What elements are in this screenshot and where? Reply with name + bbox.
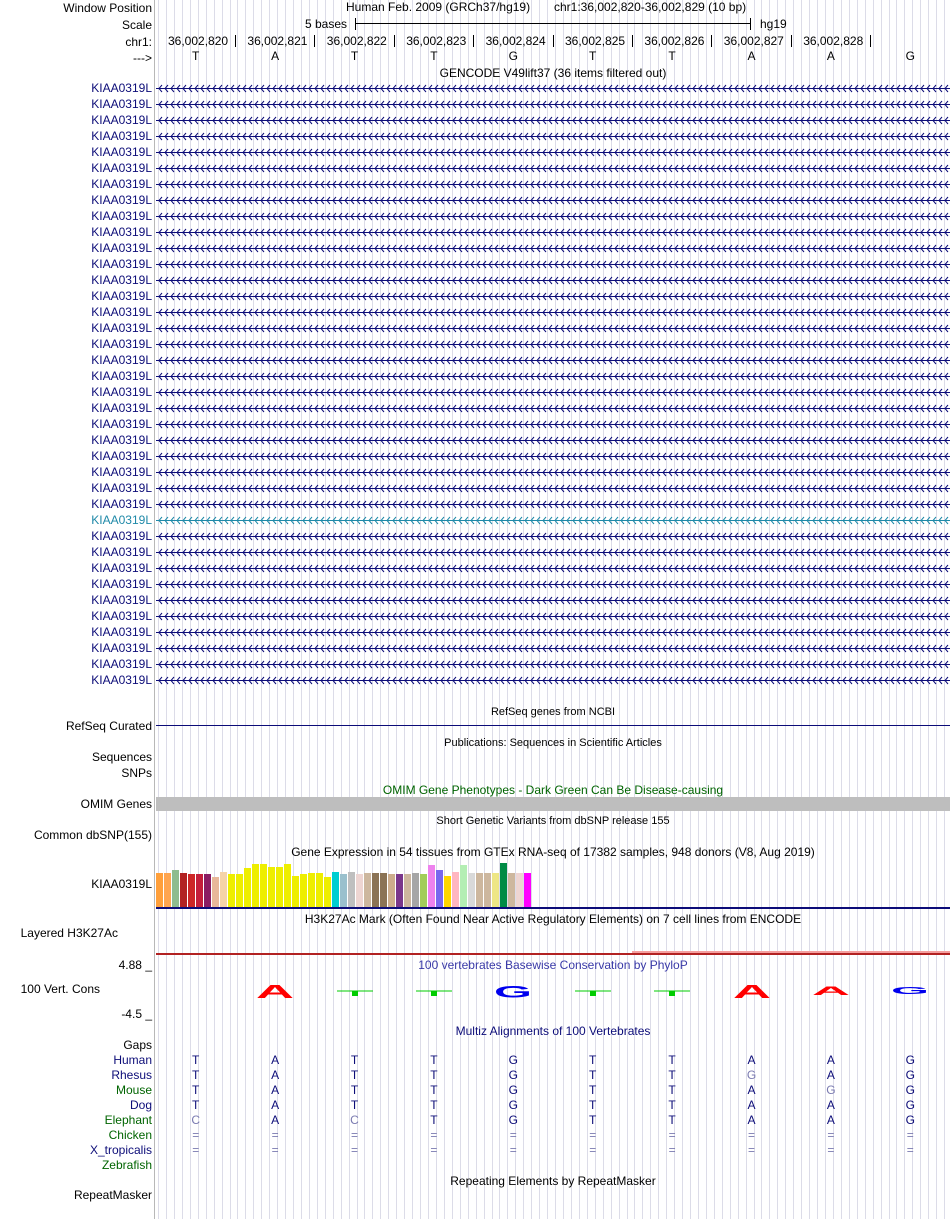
alignment-base: T bbox=[192, 1098, 200, 1112]
gencode-transcript-label[interactable]: KIAA0319L bbox=[91, 401, 152, 415]
gencode-transcript-label[interactable]: KIAA0319L bbox=[91, 465, 152, 479]
gtex-tissue-bar[interactable] bbox=[388, 874, 395, 908]
gencode-transcript-label[interactable]: KIAA0319L bbox=[91, 433, 152, 447]
gencode-transcript-label[interactable]: KIAA0319L bbox=[91, 529, 152, 543]
assembly-text: Human Feb. 2009 (GRCh37/hg19) bbox=[346, 0, 531, 14]
gencode-transcript-line[interactable] bbox=[156, 305, 950, 321]
gencode-transcript-line[interactable] bbox=[156, 321, 950, 337]
gencode-transcript-line[interactable] bbox=[156, 433, 950, 449]
alignment-base: G bbox=[508, 1098, 518, 1112]
gencode-transcript-label[interactable]: KIAA0319L bbox=[91, 113, 152, 127]
alignment-base: A bbox=[826, 1068, 835, 1082]
gencode-transcript-label[interactable]: KIAA0319L bbox=[91, 513, 152, 527]
gtex-tissue-bar[interactable] bbox=[244, 868, 251, 908]
gencode-transcript-line[interactable] bbox=[156, 353, 950, 369]
gencode-transcript-label[interactable]: KIAA0319L bbox=[91, 561, 152, 575]
gencode-transcript-label[interactable]: KIAA0319L bbox=[91, 161, 152, 175]
strand-label: ---> bbox=[133, 51, 152, 65]
alignment-base: = bbox=[509, 1143, 517, 1157]
gencode-transcript-label[interactable]: KIAA0319L bbox=[91, 225, 152, 239]
gencode-transcript-line[interactable] bbox=[156, 337, 950, 353]
dbsnp-track-title: Short Genetic Variants from dbSNP release 155 bbox=[436, 815, 670, 827]
gencode-transcript-line[interactable] bbox=[156, 81, 950, 97]
gtex-tissue-bar[interactable] bbox=[332, 872, 339, 908]
gtex-tissue-bar[interactable] bbox=[260, 864, 267, 908]
gencode-transcript-line[interactable] bbox=[156, 545, 950, 561]
alignment-base: = bbox=[668, 1143, 676, 1157]
gaps-label: Gaps bbox=[123, 1038, 152, 1052]
gencode-transcript-label[interactable]: KIAA0319L bbox=[91, 209, 152, 223]
conservation-logo-base bbox=[414, 983, 454, 999]
alignment-base: A bbox=[271, 1113, 280, 1127]
gencode-transcript-line[interactable] bbox=[156, 481, 950, 497]
coordinate-tick bbox=[791, 35, 792, 47]
gtex-tissue-bar[interactable] bbox=[228, 874, 235, 908]
species-label[interactable]: Dog bbox=[129, 1098, 152, 1112]
gencode-transcript-line[interactable] bbox=[156, 145, 950, 161]
omim-track-title: OMIM Gene Phenotypes - Dark Green Can Be Disease-causing bbox=[382, 783, 724, 797]
gencode-transcript-line[interactable] bbox=[156, 657, 950, 673]
alignment-base: G bbox=[905, 1083, 915, 1097]
alignment-base: T bbox=[589, 1113, 597, 1127]
chrom-label: chr1: bbox=[125, 35, 152, 49]
gencode-transcript-line[interactable] bbox=[156, 641, 950, 657]
gencode-transcript-line[interactable] bbox=[156, 561, 950, 577]
alignment-base: = bbox=[589, 1143, 597, 1157]
gencode-transcript-label[interactable]: KIAA0319L bbox=[91, 305, 152, 319]
gtex-tissue-bar[interactable] bbox=[428, 865, 435, 908]
gtex-tissue-bar[interactable] bbox=[380, 873, 387, 908]
alignment-base: A bbox=[826, 1113, 835, 1127]
alignment-base: T bbox=[430, 1083, 438, 1097]
coordinate-tick bbox=[394, 35, 395, 47]
alignment-base: T bbox=[350, 1053, 359, 1067]
alignment-base: G bbox=[905, 1113, 915, 1127]
gencode-transcript-label[interactable]: KIAA0319L bbox=[91, 337, 152, 351]
alignment-base: = bbox=[430, 1143, 438, 1157]
gtex-tissue-bar[interactable] bbox=[484, 873, 491, 908]
alignment-base: T bbox=[668, 1098, 676, 1112]
snps-track-label[interactable]: SNPs bbox=[121, 766, 152, 780]
species-label[interactable]: Rhesus bbox=[111, 1068, 152, 1082]
coordinate-label: 36,002,825 bbox=[565, 34, 626, 48]
conservation-min-label: -4.5 _ bbox=[121, 1007, 152, 1021]
alignment-base: = bbox=[668, 1128, 676, 1142]
base-letter: T bbox=[430, 49, 438, 63]
base-letter: A bbox=[271, 49, 280, 63]
gtex-tissue-bar[interactable] bbox=[492, 873, 499, 908]
alignment-base: T bbox=[350, 1083, 359, 1097]
svg-text:A: A bbox=[732, 983, 771, 999]
gtex-tissue-bar[interactable] bbox=[404, 874, 411, 908]
refseq-track-title: RefSeq genes from NCBI bbox=[490, 706, 616, 718]
coordinate-tick bbox=[235, 35, 236, 47]
gencode-transcript-label[interactable]: KIAA0319L bbox=[91, 497, 152, 511]
alignment-base: T bbox=[192, 1083, 200, 1097]
gencode-transcript-line[interactable] bbox=[156, 401, 950, 417]
gtex-tissue-bar[interactable] bbox=[204, 874, 211, 908]
gencode-transcript-line[interactable] bbox=[156, 625, 950, 641]
scale-db: hg19 bbox=[760, 17, 787, 31]
alignment-base: T bbox=[589, 1098, 597, 1112]
gencode-transcript-label[interactable]: KIAA0319L bbox=[91, 385, 152, 399]
alignment-base: T bbox=[668, 1083, 676, 1097]
h3k27ac-signal-overlay bbox=[632, 951, 950, 953]
alignment-base: A bbox=[271, 1083, 280, 1097]
repeatmasker-track-label[interactable]: RepeatMasker bbox=[73, 1188, 152, 1202]
alignment-base: G bbox=[508, 1068, 518, 1082]
gtex-tissue-bar[interactable] bbox=[236, 874, 243, 908]
alignment-base: T bbox=[430, 1068, 438, 1082]
gtex-tissue-bar[interactable] bbox=[500, 863, 507, 908]
alignment-base: G bbox=[746, 1068, 757, 1082]
alignment-base: T bbox=[430, 1098, 438, 1112]
gencode-transcript-line[interactable] bbox=[156, 193, 950, 209]
alignment-base: T bbox=[668, 1053, 676, 1067]
alignment-base: T bbox=[350, 1098, 359, 1112]
gencode-transcript-label[interactable]: KIAA0319L bbox=[91, 449, 152, 463]
alignment-base: = bbox=[271, 1128, 279, 1142]
alignment-base: T bbox=[668, 1113, 676, 1127]
alignment-base: G bbox=[826, 1083, 836, 1097]
base-letter: G bbox=[905, 49, 915, 63]
alignment-base: T bbox=[668, 1068, 676, 1082]
gencode-transcript-label[interactable]: KIAA0319L bbox=[91, 641, 152, 655]
species-label[interactable]: Mouse bbox=[115, 1083, 152, 1097]
gtex-tissue-bar[interactable] bbox=[300, 874, 307, 908]
base-letter: G bbox=[508, 49, 518, 63]
conservation-logo-base bbox=[335, 983, 375, 999]
alignment-base: A bbox=[271, 1098, 280, 1112]
base-letter: T bbox=[589, 49, 597, 63]
coordinate-label: 36,002,828 bbox=[803, 34, 864, 48]
gencode-transcript-line[interactable] bbox=[156, 609, 950, 625]
gtex-tissue-bar[interactable] bbox=[268, 867, 275, 908]
conservation-logo-base bbox=[255, 983, 295, 999]
conservation-logo-base bbox=[652, 983, 692, 999]
coordinate-tick bbox=[711, 35, 712, 47]
gtex-tissue-bar[interactable] bbox=[460, 865, 467, 908]
gtex-track-label[interactable]: KIAA0319L bbox=[91, 877, 152, 891]
coordinate-tick bbox=[553, 35, 554, 47]
conservation-track-title: 100 vertebrates Basewise Conservation by PhyloP bbox=[418, 958, 688, 972]
scale-text: 5 bases bbox=[305, 17, 348, 31]
gencode-transcript-line[interactable] bbox=[156, 289, 950, 305]
conservation-max-label: 4.88 _ bbox=[118, 958, 152, 972]
alignment-base: = bbox=[192, 1128, 200, 1142]
repeatmasker-track-title: Repeating Elements by RepeatMasker bbox=[450, 1174, 656, 1188]
gencode-transcript-line[interactable] bbox=[156, 129, 950, 145]
gtex-tissue-bar[interactable] bbox=[324, 877, 331, 908]
coordinate-label: 36,002,821 bbox=[247, 34, 308, 48]
alignment-base: G bbox=[905, 1053, 915, 1067]
gtex-tissue-bar[interactable] bbox=[452, 872, 459, 908]
alignment-base: G bbox=[508, 1083, 518, 1097]
alignment-base: G bbox=[508, 1053, 518, 1067]
h3k27ac-track-label[interactable]: Layered H3K27Ac bbox=[20, 926, 118, 940]
conservation-logo-base bbox=[493, 983, 533, 999]
gencode-transcript-line[interactable] bbox=[156, 449, 950, 465]
alignment-base: = bbox=[192, 1143, 200, 1157]
conservation-track-label[interactable]: 100 Vert. Cons bbox=[20, 982, 100, 996]
conservation-logo-base bbox=[811, 983, 851, 999]
gencode-transcript-label[interactable]: KIAA0319L bbox=[91, 129, 152, 143]
gtex-tissue-bar[interactable] bbox=[212, 877, 219, 908]
gtex-tissue-bar[interactable] bbox=[436, 870, 443, 908]
species-label[interactable]: Chicken bbox=[108, 1128, 152, 1142]
svg-text:G: G bbox=[891, 986, 931, 997]
alignment-base: T bbox=[192, 1068, 200, 1082]
alignment-base: A bbox=[747, 1113, 756, 1127]
gtex-bar-chart[interactable] bbox=[156, 862, 950, 908]
gencode-transcript-line[interactable] bbox=[156, 113, 950, 129]
alignment-base: = bbox=[271, 1143, 279, 1157]
gencode-transcript-line[interactable] bbox=[156, 417, 950, 433]
gencode-transcript-label[interactable]: KIAA0319L bbox=[91, 241, 152, 255]
gencode-transcript-line[interactable] bbox=[156, 161, 950, 177]
refseq-gene-line[interactable] bbox=[156, 725, 950, 726]
gencode-transcript-line[interactable] bbox=[156, 673, 950, 689]
alignment-base: = bbox=[509, 1128, 517, 1142]
species-label[interactable]: Zebrafish bbox=[101, 1158, 152, 1172]
omim-track-label[interactable]: OMIM Genes bbox=[80, 797, 152, 811]
gtex-tissue-bar[interactable] bbox=[220, 872, 227, 908]
svg-text:G: G bbox=[494, 983, 533, 999]
gencode-transcript-line[interactable] bbox=[156, 577, 950, 593]
gtex-tissue-bar[interactable] bbox=[252, 864, 259, 908]
alignment-base: G bbox=[508, 1113, 518, 1127]
gencode-transcript-line[interactable] bbox=[156, 97, 950, 113]
base-letter: A bbox=[826, 49, 835, 63]
gtex-tissue-bar[interactable] bbox=[188, 874, 195, 908]
coordinate-label: 36,002,823 bbox=[406, 34, 467, 48]
gtex-tissue-bar[interactable] bbox=[308, 873, 315, 908]
gencode-transcript-line[interactable] bbox=[156, 209, 950, 225]
gtex-tissue-bar[interactable] bbox=[164, 873, 171, 908]
gtex-tissue-bar[interactable] bbox=[396, 874, 403, 908]
gtex-tissue-bar[interactable] bbox=[284, 864, 291, 908]
publications-track-label[interactable]: Sequences bbox=[91, 750, 152, 764]
multiz-track-title: Multiz Alignments of 100 Vertebrates bbox=[455, 1024, 651, 1038]
species-label[interactable]: Elephant bbox=[104, 1113, 152, 1127]
gencode-transcript-label[interactable]: KIAA0319L bbox=[91, 673, 152, 687]
species-label[interactable]: Human bbox=[113, 1053, 152, 1067]
gencode-transcript-label[interactable]: KIAA0319L bbox=[91, 593, 152, 607]
gencode-transcript-label[interactable]: KIAA0319L bbox=[91, 81, 152, 95]
svg-text:A: A bbox=[811, 984, 851, 998]
alignment-base: A bbox=[747, 1098, 756, 1112]
gtex-tissue-bar[interactable] bbox=[276, 867, 283, 908]
gencode-transcript-label[interactable]: KIAA0319L bbox=[91, 657, 152, 671]
gtex-tissue-bar[interactable] bbox=[180, 873, 187, 908]
alignment-base: = bbox=[906, 1128, 914, 1142]
gencode-transcript-label[interactable]: KIAA0319L bbox=[91, 193, 152, 207]
gencode-transcript-line[interactable] bbox=[156, 241, 950, 257]
gtex-tissue-bar[interactable] bbox=[316, 873, 323, 908]
gencode-transcript-line[interactable] bbox=[156, 529, 950, 545]
base-letter: A bbox=[747, 49, 756, 63]
alignment-base: A bbox=[747, 1053, 756, 1067]
coordinate-tick bbox=[473, 35, 474, 47]
gencode-transcript-line[interactable] bbox=[156, 225, 950, 241]
gtex-tissue-bar[interactable] bbox=[476, 873, 483, 908]
coordinate-tick bbox=[870, 35, 871, 47]
gencode-transcript-line[interactable] bbox=[156, 465, 950, 481]
conservation-logo-base bbox=[573, 983, 613, 999]
gencode-transcript-label[interactable]: KIAA0319L bbox=[91, 417, 152, 431]
alignment-base: = bbox=[350, 1128, 358, 1142]
scale-bar bbox=[355, 17, 751, 31]
alignment-base: = bbox=[589, 1128, 597, 1142]
gencode-transcript-label[interactable]: KIAA0319L bbox=[91, 177, 152, 191]
base-letter: T bbox=[192, 49, 200, 63]
window-position-label: Window Position bbox=[63, 1, 152, 15]
alignment-base: T bbox=[430, 1113, 438, 1127]
gencode-transcript-label[interactable]: KIAA0319L bbox=[91, 273, 152, 287]
label-separator bbox=[154, 0, 155, 1219]
gtex-tissue-bar[interactable] bbox=[340, 874, 347, 908]
coordinate-tick bbox=[632, 35, 633, 47]
alignment-base: A bbox=[271, 1068, 280, 1082]
gtex-tissue-bar[interactable] bbox=[364, 873, 371, 908]
alignment-base: = bbox=[747, 1143, 755, 1157]
alignment-base: T bbox=[350, 1068, 359, 1082]
h3k27ac-signal-line[interactable] bbox=[156, 953, 950, 955]
gencode-transcript-label[interactable]: KIAA0319L bbox=[91, 97, 152, 111]
alignment-base: = bbox=[906, 1143, 914, 1157]
gtex-tissue-bar[interactable] bbox=[292, 876, 299, 908]
gtex-tissue-bar[interactable] bbox=[372, 873, 379, 908]
gencode-transcript-line[interactable] bbox=[156, 177, 950, 193]
h3k27ac-track-title: H3K27Ac Mark (Often Found Near Active Regulatory Elements) on 7 cell lines from ENCODE bbox=[304, 912, 802, 926]
track-image[interactable] bbox=[156, 0, 950, 1219]
gtex-tissue-bar[interactable] bbox=[348, 872, 355, 908]
gtex-tissue-bar[interactable] bbox=[412, 873, 419, 908]
gtex-tissue-bar[interactable] bbox=[444, 876, 451, 908]
alignment-base: A bbox=[826, 1098, 835, 1112]
gencode-transcript-line[interactable] bbox=[156, 513, 950, 529]
gtex-tissue-bar[interactable] bbox=[516, 873, 523, 908]
gencode-transcript-label[interactable]: KIAA0319L bbox=[91, 545, 152, 559]
alignment-base: = bbox=[747, 1128, 755, 1142]
gtex-tissue-bar[interactable] bbox=[156, 873, 163, 908]
conservation-logo-base bbox=[890, 983, 930, 999]
dbsnp-track-label[interactable]: Common dbSNP(155) bbox=[33, 828, 152, 842]
alignment-base: A bbox=[747, 1083, 756, 1097]
gtex-tissue-bar[interactable] bbox=[508, 873, 515, 908]
alignment-base: T bbox=[589, 1083, 597, 1097]
gtex-tissue-bar[interactable] bbox=[524, 873, 531, 908]
svg-text:A: A bbox=[256, 983, 295, 999]
coordinate-tick bbox=[314, 35, 315, 47]
gtex-tissue-bar[interactable] bbox=[172, 870, 179, 908]
alignment-base: T bbox=[589, 1068, 597, 1082]
gencode-transcript-line[interactable] bbox=[156, 369, 950, 385]
species-label[interactable]: X_tropicalis bbox=[89, 1143, 152, 1157]
conservation-logo-base bbox=[732, 983, 772, 999]
coordinate-label: 36,002,822 bbox=[326, 34, 387, 48]
alignment-base: C bbox=[350, 1113, 359, 1127]
coordinate-label: 36,002,826 bbox=[644, 34, 705, 48]
alignment-base: = bbox=[350, 1143, 358, 1157]
gencode-transcript-label[interactable]: KIAA0319L bbox=[91, 369, 152, 383]
gencode-transcript-label[interactable]: KIAA0319L bbox=[91, 353, 152, 367]
track-labels-column bbox=[0, 0, 154, 1219]
alignment-base: G bbox=[905, 1068, 915, 1082]
gencode-transcript-line[interactable] bbox=[156, 257, 950, 273]
publications-track-title: Publications: Sequences in Scientific Articles bbox=[444, 737, 662, 749]
gtex-track-title: Gene Expression in 54 tissues from GTEx RNA-seq of 17382 samples, 948 donors (V8, Aug 2019) bbox=[291, 845, 815, 859]
alignment-base: A bbox=[271, 1053, 280, 1067]
gencode-transcript-label[interactable]: KIAA0319L bbox=[91, 321, 152, 335]
gencode-transcript-label[interactable]: KIAA0319L bbox=[91, 625, 152, 639]
range-text: chr1:36,002,820-36,002,829 (10 bp) bbox=[554, 0, 747, 14]
gencode-transcript-label[interactable]: KIAA0319L bbox=[91, 577, 152, 591]
alignment-base: C bbox=[191, 1113, 201, 1127]
gencode-transcript-label[interactable]: KIAA0319L bbox=[91, 257, 152, 271]
gencode-transcript-line[interactable] bbox=[156, 593, 950, 609]
gencode-transcript-label[interactable]: KIAA0319L bbox=[91, 145, 152, 159]
alignment-base: A bbox=[826, 1053, 835, 1067]
alignment-base: T bbox=[192, 1053, 200, 1067]
alignment-base: = bbox=[827, 1128, 835, 1142]
alignment-base: = bbox=[430, 1128, 438, 1142]
gencode-transcript-label[interactable]: KIAA0319L bbox=[91, 289, 152, 303]
scale-label: Scale bbox=[121, 18, 152, 32]
alignment-base: = bbox=[827, 1143, 835, 1157]
gencode-transcript-label[interactable]: KIAA0319L bbox=[91, 609, 152, 623]
alignment-base: T bbox=[589, 1053, 597, 1067]
refseq-track-label[interactable]: RefSeq Curated bbox=[65, 719, 152, 733]
coordinate-label: 36,002,824 bbox=[485, 34, 546, 48]
gtex-tissue-bar[interactable] bbox=[196, 874, 203, 908]
gencode-track-title: GENCODE V49lift37 (36 items filtered out) bbox=[439, 66, 667, 80]
coordinate-label: 36,002,820 bbox=[168, 34, 229, 48]
gencode-transcript-line[interactable] bbox=[156, 273, 950, 289]
gtex-tissue-bar[interactable] bbox=[356, 874, 363, 908]
gencode-transcript-label[interactable]: KIAA0319L bbox=[91, 481, 152, 495]
alignment-base: T bbox=[430, 1053, 438, 1067]
gtex-baseline bbox=[156, 907, 950, 909]
base-letter: T bbox=[668, 49, 676, 63]
alignment-base: G bbox=[905, 1098, 915, 1112]
gencode-transcript-line[interactable] bbox=[156, 385, 950, 401]
omim-gene-bar[interactable] bbox=[156, 797, 950, 811]
gencode-transcript-line[interactable] bbox=[156, 497, 950, 513]
gtex-tissue-bar[interactable] bbox=[468, 873, 475, 908]
base-letter: T bbox=[350, 49, 359, 63]
gtex-tissue-bar[interactable] bbox=[420, 874, 427, 908]
coordinate-label: 36,002,827 bbox=[723, 34, 784, 48]
